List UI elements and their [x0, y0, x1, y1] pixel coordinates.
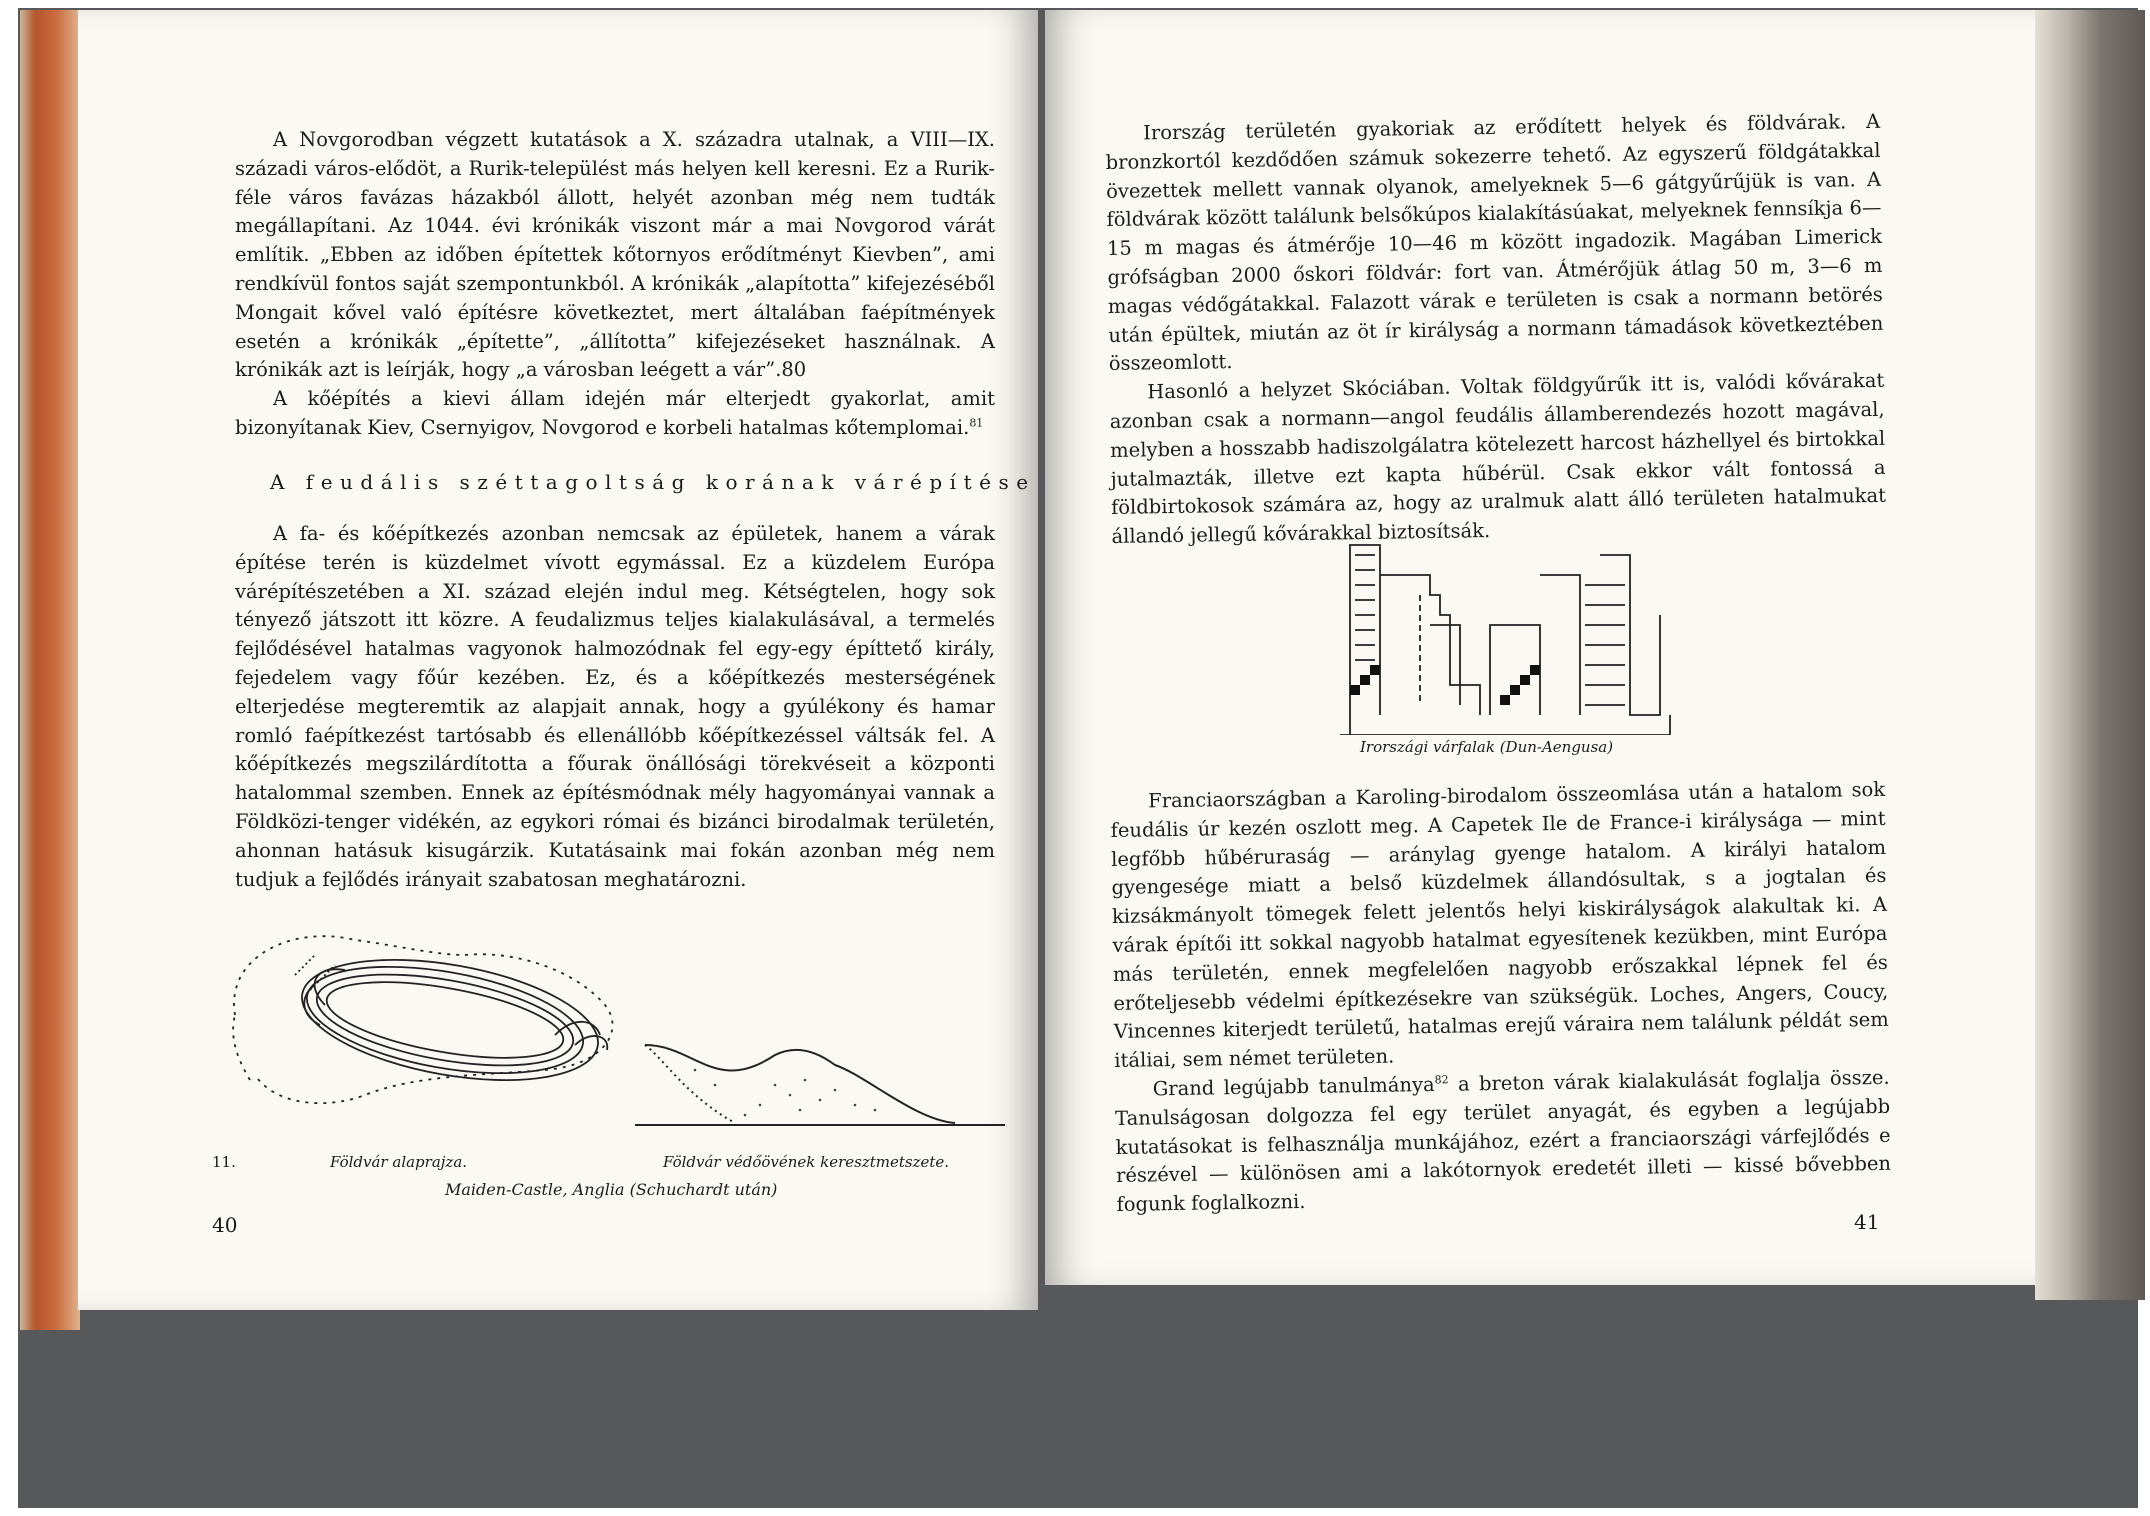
- figure-caption-section: Földvár védőövének keresztmetszete.: [663, 1153, 950, 1171]
- paragraph: Hasonló a helyzet Skóciában. Voltak földgyűrűk itt is, valódi kővárakat azonban csak a normann—angol feudális államberendezés hozott magával, melyben a hosszabb hadiszolgálatra kötelezett harcost házhellyel és birtokkal jutalmazták, illetve ezt kapta hűbérül. Csak ekkor vált fontossá a földbirtokosok számára az, hogy az uralmuk alatt álló területen hatalmukat állandó jellegű kővárakkal biztosítsák.: [1109, 368, 1887, 549]
- left-page-body-bottom: [235, 520, 995, 894]
- page-number-left: 40: [212, 1213, 238, 1237]
- paragraph: Irország területén gyakoriak az erődített helyek és földvárak. A bronzkortól kezdődően számuk sokezerre tehető. Az egyszerű földgátakkal övezettek mellett vannak olyanok, amelyeknek 5—6 gátgyűrűjük is van. A földvárak között találunk belsőkúpos kialakításúakat, melyeknek fennsíkja 6—15 m magas és átmérője 10—46 m között ingadozik. Magában Limerick grófságban 2000 őskori földvár: fort van. Átmérőjük átlag 50 m, 3—6 m magas védőgátakkal. Falazott várak e területen is csak a normann betörés után épültek, miután az öt ír királyság a normann támadások következtében összeomlott.: [1105, 109, 1884, 376]
- figure-caption-plan: Földvár alaprajza.: [330, 1153, 468, 1171]
- figure-caption-dun-aengus: Irországi várfalak (Dun-Aengusa): [1360, 738, 1614, 756]
- dun-aengus-figure: [1330, 535, 1690, 735]
- left-page-body-top: [235, 126, 995, 443]
- figure-caption-source: Maiden-Castle, Anglia (Schuchardt után): [445, 1180, 778, 1199]
- paragraph: Grand legújabb tanulmánya$^{82}$ a breton várak kialakulását foglalja össze. Tanulságosan dolgozza fel egy terület anyagát, és egyben a legújabb kutatásokat is felhasználja munkájához, ezért a franciaországi várfejlődés e részével — különösen ami a lakótornyok eredetét illeti — kissé bővebben fogunk foglalkozni.: [1115, 1065, 1892, 1217]
- paragraph: A Novgorodban végzett kutatások a X. századra utalnak, a VIII—IX. századi város-elődöt, a Rurik-települést más helyen kell keresni. Ez a Rurik-féle város favázas házakból állott, helyét azonban még nem tudták megállapítani. Az 1044. évi krónikák viszont már a mai Novgorod várát említik. „Ebben az időben építettek kőtornyos erődítményt Kievben”, ami rendkívül fontos saját szempontunkból. A krónikák „alapította” kifejezéséből Mongait kővel való építésre következtet, mert általában faépítmények esetén a krónikák „építette”, „állította” kifejezéseket használnak. A krónikák azt is leírják, hogy „a városban leégett a vár”.80: [235, 128, 995, 382]
- page-number-right: 41: [1854, 1210, 1880, 1234]
- paragraph: A fa- és kőépítkezés azonban nemcsak az épületek, hanem a várak építése terén is küzdelmet vívott egymással. Ez a küzdelem Európa várépítészetében a XI. század elején indul meg. Kétségtelen, hogy sok tényező játszott itt közre. A feudalizmus teljes kialakulásával, a termelés fejlődésével hatalmas vagyonok halmozódnak fel egy-egy építtető király, fejedelem vagy főúr kezében. Ez, és a kőépítkezés mesterségének elterjedése megteremtik az alapjait annak, hogy a gyúlékony és hamar romló faépítkezést tartósabb és ellenállóbb kőépítkezéssel váltsák fel. A kőépítkezés megszilárdította a főurak önállósági törekvéseit a központi hatalommal szemben. Ennek az építésmódnak mély hagyományai vannak a Földközi-tenger vidékén, az egykori római és bizánci birodalmak területén, ahonnan hatásuk kisugárzik. Kutatásaink mai fokán azonban még nem tudjuk a fejlődés irányait szabatosan meghatározni.: [235, 522, 995, 891]
- right-page-body-top: [1105, 108, 1887, 552]
- section-heading: A feudális széttagoltság korának várépítése: [270, 470, 1036, 494]
- hillfort-figure: [215, 895, 1015, 1155]
- book-page-edges-right: [2035, 10, 2145, 1300]
- paragraph: Franciaországban a Karoling-birodalom összeomlása után a hatalom sok feudális úr kezén oszlott meg. A Capetek Ile de France-i királysága — mint legfőbb hűbéruraság — aránylag gyenge hatalom. A királyi hatalom gyengesége miatt a belső küzdelmek állandósultak, s a jogtalan és kizsákmányolt tömegek felett jelentős helyi kiskirályságok alakultak ki. A várak építői itt sokkal nagyobb hatalmat egyesítenek kezükben, mint Európa más területén, ennek megfelelően nagyobb erőszakkal lépnek fel és erőteljesebb védelmi építkezésekre van szükségük. Loches, Angers, Coucy, Vincennes kiterjedt területű, hatalmas erejű váraira nem találunk példát sem itáliai, sem német területen.: [1110, 777, 1889, 1073]
- right-page-body-bottom: [1110, 776, 1892, 1220]
- figure-number: 11.: [212, 1153, 236, 1171]
- book-cover-edge-left: [20, 10, 80, 1330]
- paragraph: A kőépítés a kievi állam idején már elterjedt gyakorlat, amit bizonyítanak Kiev, Csernyigov, Novgorod e korbeli hatalmas kőtemplomai.$^{81}$: [235, 387, 995, 439]
